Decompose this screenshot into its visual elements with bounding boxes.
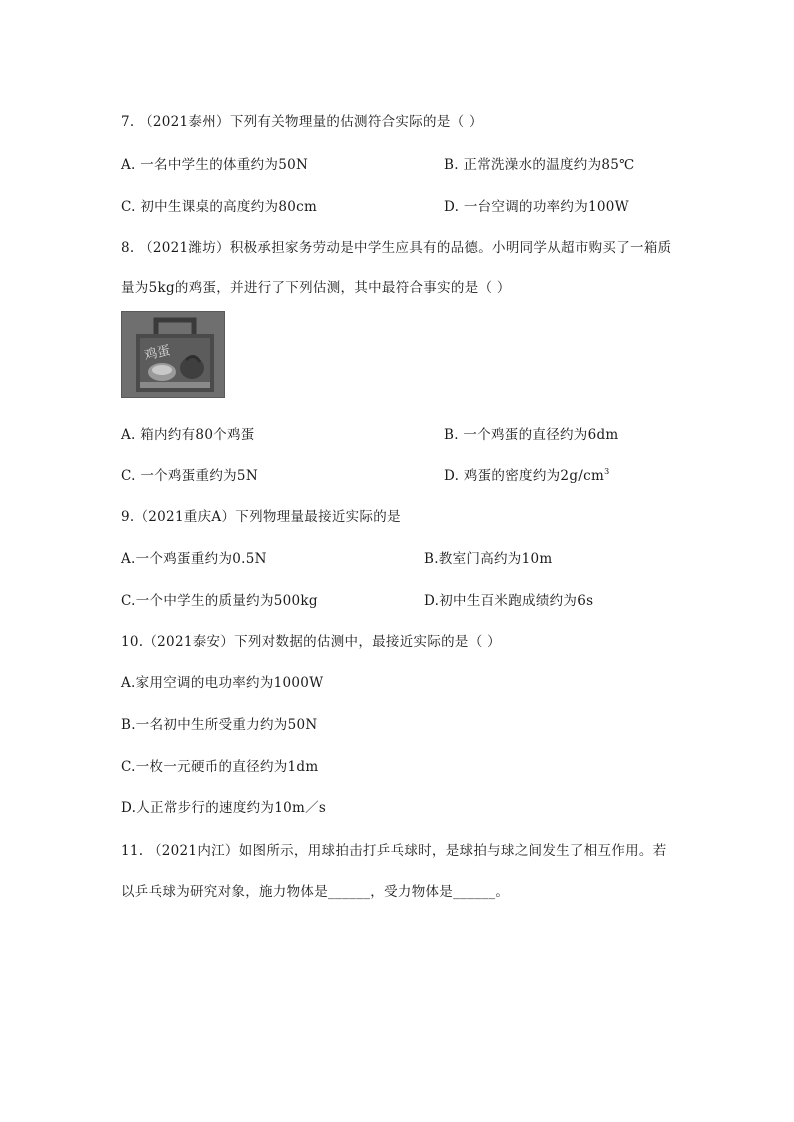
q10-stem: 10.（2021泰安）下列对数据的估测中，最接近实际的是（ ） — [121, 634, 501, 650]
q10-option-a: A.家用空调的电功率约为1000W — [121, 675, 324, 691]
q8-stem-line2: 量为5kg的鸡蛋，并进行了下列估测，其中最符合事实的是（ ） — [121, 280, 511, 296]
q9-option-c: C.一个中学生的质量约为500kg — [121, 593, 318, 609]
q8-option-d-sup: 3 — [604, 467, 610, 476]
q11-stem-line2: 以乒乓球为研究对象，施力物体是______，受力物体是______。 — [121, 884, 510, 900]
q7-stem: 7. （2021泰州）下列有关物理量的估测符合实际的是（ ） — [121, 114, 483, 130]
q7-option-d: D. 一台空调的功率约为100W — [444, 199, 629, 215]
q8-option-d — [444, 464, 609, 484]
q9-option-d: D.初中生百米跑成绩约为6s — [424, 593, 594, 609]
q8-stem-line1: 8. （2021潍坊）积极承担家务劳动是中学生应具有的品德。小明同学从超市购买了一箱质 — [121, 240, 672, 256]
q11-stem-line1: 11. （2021内江）如图所示，用球拍击打乒乓球时，是球拍与球之间发生了相互作用。若 — [121, 843, 667, 859]
q9-option-b: B.教室门高约为10m — [424, 551, 553, 567]
q8-option-b: B. 一个鸡蛋的直径约为6dm — [444, 427, 619, 443]
q8-option-d-text: D. 鸡蛋的密度约为2g/cm — [444, 468, 605, 484]
q10-option-b: B.一名初中生所受重力约为50N — [121, 717, 318, 733]
q7-option-a: A. 一名中学生的体重约为50N — [121, 157, 309, 173]
q8-option-c: C. 一个鸡蛋重约为5N — [121, 468, 258, 484]
q10-option-d: D.人正常步行的速度约为10m／s — [121, 800, 327, 816]
egg-box-photo — [121, 311, 225, 398]
egg-box-illustration — [122, 312, 225, 398]
q8-option-a: A. 箱内约有80个鸡蛋 — [121, 427, 255, 443]
egg-box-label: 鸡蛋 — [143, 343, 172, 364]
q9-stem: 9.（2021重庆A）下列物理量最接近实际的是 — [121, 509, 401, 525]
q7-option-b: B. 正常洗澡水的温度约为85℃ — [444, 157, 635, 173]
q9-option-a: A.一个鸡蛋重约为0.5N — [121, 551, 267, 567]
q7-option-c: C. 初中生课桌的高度约为80cm — [121, 199, 318, 215]
q10-option-c: C.一枚一元硬币的直径约为1dm — [121, 759, 319, 775]
